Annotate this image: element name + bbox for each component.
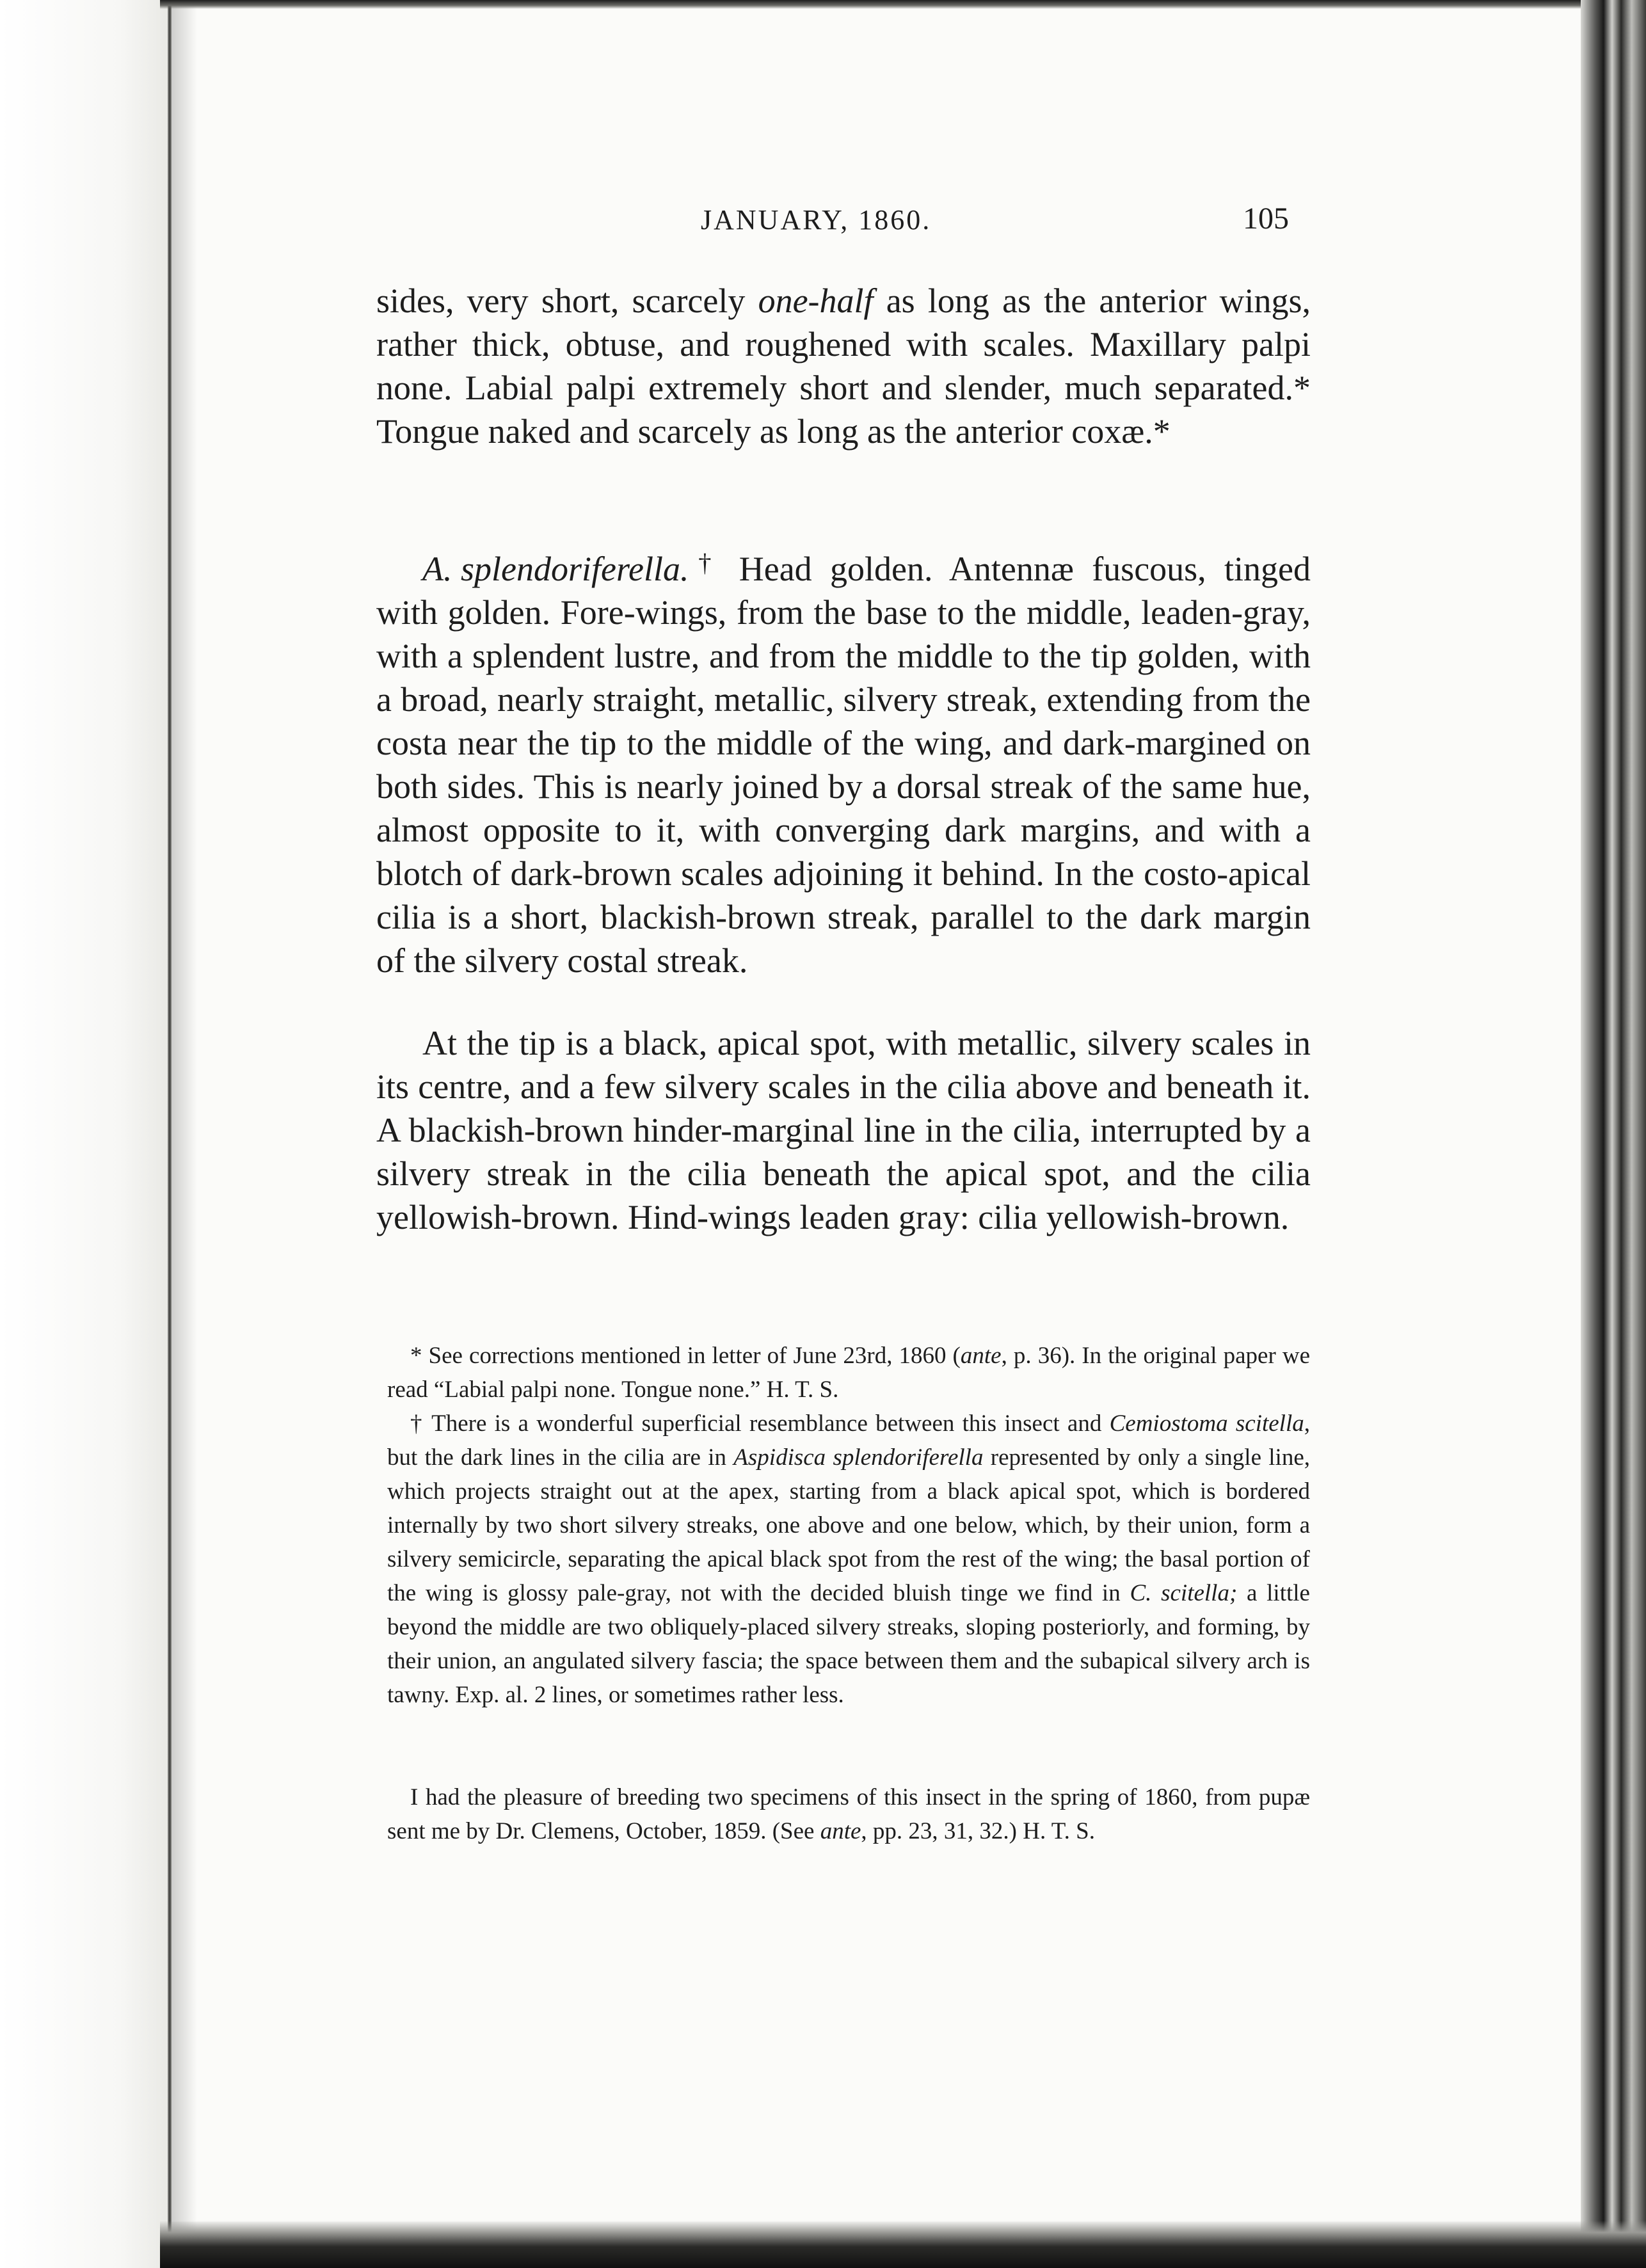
footnote-1-italic: ante xyxy=(960,1343,1002,1369)
footnote-3-italic: ante xyxy=(820,1818,861,1844)
paragraph-2-text: Head golden. Antennæ fuscous, tinged with golden. Fore-wings, from the base to the middle, leaden-gray, with a splendent lustre, and from the middle to the tip golden, with a broad, nearly straight, metallic, silvery streak, extending from the costa near the tip to the middle of the wing, and dark-margined on both sides. This is nearly joined by a dorsal streak of the same hue, almost opposite to it, with converging dark margins, and with a blotch of dark-brown scales adjoining it behind. In the costo-apical cilia is a short, blackish-brown streak, parallel to the dark margin of the silvery costal streak. xyxy=(376,550,1311,980)
footnote-3-text-end: , pp. 23, 31, 32.) H. T. S. xyxy=(861,1818,1095,1844)
paragraph-1-text: sides, very short, scarcely xyxy=(376,282,758,320)
paragraph-1 xyxy=(376,279,1311,453)
footnote-3 xyxy=(387,1780,1310,1848)
right-page-stack xyxy=(1581,0,1646,2268)
footnote-2-text-mid-2: represented by only a single line, which projects straight out at the apex, starting from a black apical spot, which is bordered internally by two short silvery streaks, one above and one below, which, by their union, form a silvery semicircle, separating the apical black spot from the rest of the wing; the basal portion of the wing is glossy pale-gray, not with the decided bluish tinge we find in xyxy=(387,1444,1311,1606)
footnote-2-italic-2: Aspidisca splendoriferella xyxy=(733,1444,984,1471)
paragraph-1-italic: one-half xyxy=(758,282,874,320)
bottom-page-edge xyxy=(160,2221,1646,2268)
running-head: JANUARY, 1860. xyxy=(701,204,932,236)
species-name: A. splendoriferella. xyxy=(422,550,689,589)
footnote-2-text: † There is a wonderful superficial resemblance between this insect and xyxy=(410,1410,1110,1437)
footnote-2-text-end: a little beyond the middle are two obliquely-placed silvery streaks, sloping posteriorly, and forming, by their union, an angulated silvery fascia; the space between them and the subapical silvery arch is tawny. Exp. al. 2 lines, or sometimes rather less. xyxy=(387,1580,1310,1708)
footnote-1-text-end: , p. 36). In the original paper we read “Labial palpi none. Tongue none.” H. T. S. xyxy=(387,1343,1310,1403)
paragraph-1-text-end: as long as the anterior wings, rather thick, obtuse, and roughened with scales. Maxillary palpi none. Labial palpi extremely short and slender, much separated.* Tongue naked and scarcely as long as the anterior coxæ.* xyxy=(376,282,1311,451)
gutter-shadow xyxy=(172,0,197,2268)
paragraph-2 xyxy=(376,541,1311,982)
footnote-3-text: I had the pleasure of breeding two specimens of this insect in the spring of 1860, from pupæ sent me by Dr. Clemens, October, 1859. (See xyxy=(387,1784,1310,1844)
footnote-2-text-mid-1: , but the dark lines in the cilia are in xyxy=(387,1410,1310,1471)
left-page-edge xyxy=(0,0,172,2268)
dagger-mark: † xyxy=(689,548,721,577)
top-page-edge xyxy=(160,0,1600,9)
footnote-2-italic-1: Cemiostoma scitella xyxy=(1109,1410,1304,1437)
page-number: 105 xyxy=(1243,202,1289,236)
footnote-1 xyxy=(387,1339,1310,1407)
footnote-2 xyxy=(387,1407,1310,1712)
paragraph-3: At the tip is a black, apical spot, with metallic, silvery scales in its centre, and a few silvery scales in the cilia above and beneath it. A blackish-brown hinder-marginal line in the cilia, interrupted by a silvery streak in the cilia beneath the apical spot, and the cilia yellowish-brown. Hind-wings leaden gray: cilia yellowish-brown. xyxy=(376,1024,1311,1236)
footnote-2-italic-3: C. scitella; xyxy=(1130,1580,1238,1606)
footnote-1-text: * See corrections mentioned in letter of June 23rd, 1860 ( xyxy=(410,1343,961,1369)
